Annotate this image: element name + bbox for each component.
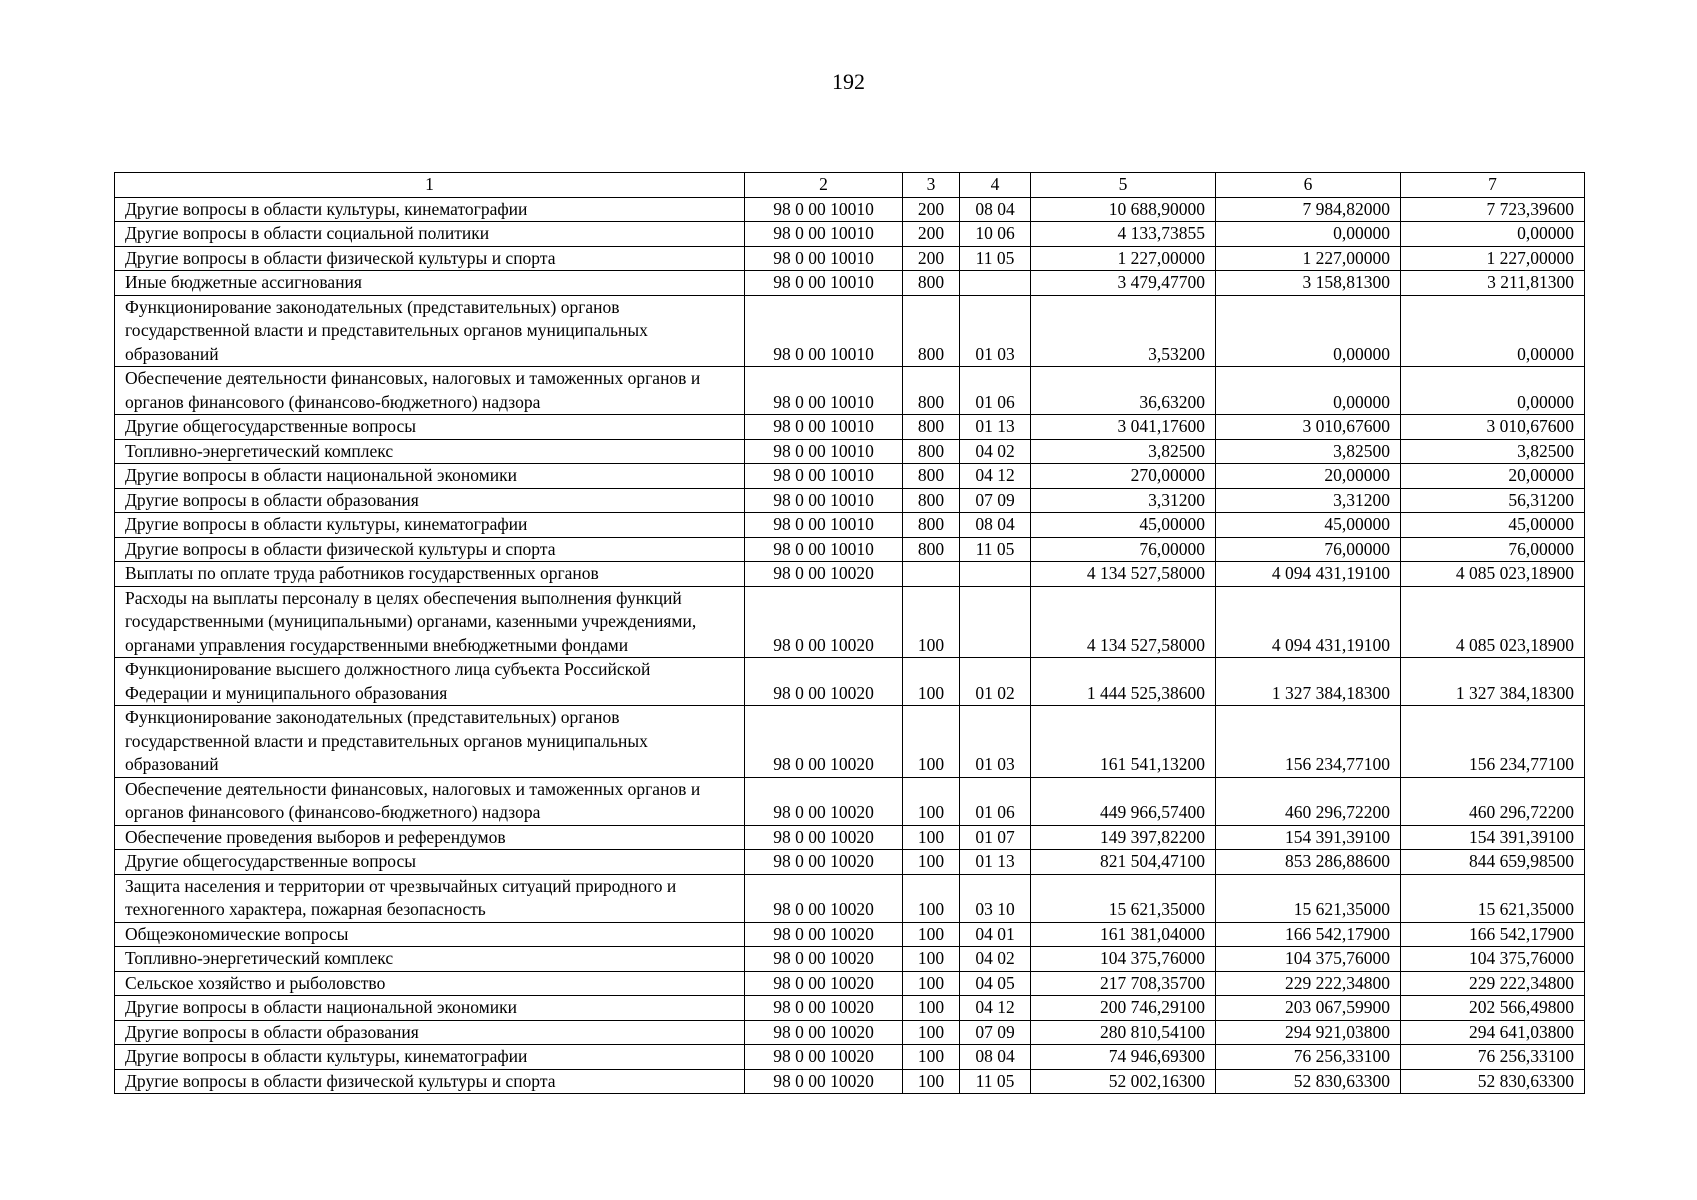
row-section-cell: 11 05 bbox=[960, 537, 1031, 562]
row-section-cell bbox=[960, 562, 1031, 587]
row-amount-5-cell: 4 134 527,58000 bbox=[1031, 562, 1216, 587]
row-amount-5-cell: 36,63200 bbox=[1031, 367, 1216, 415]
row-amount-6-cell: 460 296,72200 bbox=[1216, 777, 1401, 825]
row-amount-6-cell: 20,00000 bbox=[1216, 464, 1401, 489]
row-amount-5-cell: 821 504,47100 bbox=[1031, 850, 1216, 875]
row-expense-type-cell: 200 bbox=[903, 246, 960, 271]
row-amount-6-cell: 853 286,88600 bbox=[1216, 850, 1401, 875]
row-name-cell: Другие общегосударственные вопросы bbox=[115, 415, 745, 440]
row-code-cell: 98 0 00 10020 bbox=[745, 1069, 903, 1094]
row-expense-type-cell: 800 bbox=[903, 439, 960, 464]
row-section-cell: 01 02 bbox=[960, 658, 1031, 706]
row-name-cell: Другие вопросы в области социальной политики bbox=[115, 222, 745, 247]
row-section-cell bbox=[960, 586, 1031, 658]
row-amount-5-cell: 76,00000 bbox=[1031, 537, 1216, 562]
row-section-cell: 04 12 bbox=[960, 464, 1031, 489]
row-amount-7-cell: 460 296,72200 bbox=[1401, 777, 1585, 825]
table-row bbox=[115, 295, 1585, 367]
row-expense-type-cell: 100 bbox=[903, 971, 960, 996]
column-header-5: 5 bbox=[1031, 173, 1216, 198]
row-expense-type-cell bbox=[903, 562, 960, 587]
row-section-cell: 08 04 bbox=[960, 513, 1031, 538]
row-expense-type-cell: 800 bbox=[903, 537, 960, 562]
row-amount-6-cell: 3,31200 bbox=[1216, 488, 1401, 513]
row-expense-type-cell: 800 bbox=[903, 513, 960, 538]
row-amount-5-cell: 52 002,16300 bbox=[1031, 1069, 1216, 1094]
row-amount-7-cell: 15 621,35000 bbox=[1401, 874, 1585, 922]
row-amount-6-cell: 76,00000 bbox=[1216, 537, 1401, 562]
row-amount-6-cell: 1 227,00000 bbox=[1216, 246, 1401, 271]
row-section-cell: 01 13 bbox=[960, 415, 1031, 440]
row-amount-5-cell: 3,82500 bbox=[1031, 439, 1216, 464]
row-amount-7-cell: 76 256,33100 bbox=[1401, 1045, 1585, 1070]
row-section-cell: 07 09 bbox=[960, 1020, 1031, 1045]
row-amount-6-cell: 203 067,59900 bbox=[1216, 996, 1401, 1021]
row-name-cell: Иные бюджетные ассигнования bbox=[115, 271, 745, 296]
table-row bbox=[115, 367, 1585, 415]
row-amount-6-cell: 156 234,77100 bbox=[1216, 706, 1401, 778]
table-row bbox=[115, 1020, 1585, 1045]
table-row bbox=[115, 947, 1585, 972]
row-expense-type-cell: 100 bbox=[903, 874, 960, 922]
row-name-cell: Обеспечение деятельности финансовых, налоговых и таможенных органов и органов финансового (финансово-бюджетного) надзора bbox=[115, 367, 745, 415]
row-amount-7-cell: 4 085 023,18900 bbox=[1401, 586, 1585, 658]
row-expense-type-cell: 100 bbox=[903, 947, 960, 972]
row-amount-6-cell: 0,00000 bbox=[1216, 295, 1401, 367]
row-amount-5-cell: 104 375,76000 bbox=[1031, 947, 1216, 972]
row-section-cell: 04 12 bbox=[960, 996, 1031, 1021]
row-amount-5-cell: 280 810,54100 bbox=[1031, 1020, 1216, 1045]
row-code-cell: 98 0 00 10010 bbox=[745, 439, 903, 464]
row-amount-7-cell: 3 010,67600 bbox=[1401, 415, 1585, 440]
row-section-cell: 08 04 bbox=[960, 1045, 1031, 1070]
row-amount-5-cell: 3,31200 bbox=[1031, 488, 1216, 513]
row-amount-5-cell: 217 708,35700 bbox=[1031, 971, 1216, 996]
header-row bbox=[115, 173, 1585, 198]
row-amount-7-cell: 52 830,63300 bbox=[1401, 1069, 1585, 1094]
row-amount-5-cell: 270,00000 bbox=[1031, 464, 1216, 489]
row-section-cell: 04 02 bbox=[960, 439, 1031, 464]
row-amount-6-cell: 104 375,76000 bbox=[1216, 947, 1401, 972]
row-code-cell: 98 0 00 10020 bbox=[745, 996, 903, 1021]
row-amount-7-cell: 0,00000 bbox=[1401, 367, 1585, 415]
page-number: 192 bbox=[832, 69, 865, 94]
column-header-6: 6 bbox=[1216, 173, 1401, 198]
table-row bbox=[115, 537, 1585, 562]
column-header-3: 3 bbox=[903, 173, 960, 198]
table-row bbox=[115, 246, 1585, 271]
table-row bbox=[115, 415, 1585, 440]
row-amount-6-cell: 229 222,34800 bbox=[1216, 971, 1401, 996]
row-code-cell: 98 0 00 10020 bbox=[745, 562, 903, 587]
row-amount-5-cell: 3 041,17600 bbox=[1031, 415, 1216, 440]
row-amount-7-cell: 76,00000 bbox=[1401, 537, 1585, 562]
row-amount-5-cell: 200 746,29100 bbox=[1031, 996, 1216, 1021]
row-amount-7-cell: 229 222,34800 bbox=[1401, 971, 1585, 996]
row-code-cell: 98 0 00 10010 bbox=[745, 246, 903, 271]
row-amount-7-cell: 20,00000 bbox=[1401, 464, 1585, 489]
table-row bbox=[115, 562, 1585, 587]
row-section-cell: 04 01 bbox=[960, 922, 1031, 947]
row-amount-6-cell: 0,00000 bbox=[1216, 222, 1401, 247]
row-section-cell: 03 10 bbox=[960, 874, 1031, 922]
row-name-cell: Другие общегосударственные вопросы bbox=[115, 850, 745, 875]
row-expense-type-cell: 100 bbox=[903, 1069, 960, 1094]
row-expense-type-cell: 200 bbox=[903, 222, 960, 247]
row-section-cell: 08 04 bbox=[960, 197, 1031, 222]
row-code-cell: 98 0 00 10020 bbox=[745, 825, 903, 850]
row-name-cell: Другие вопросы в области образования bbox=[115, 488, 745, 513]
column-header-2: 2 bbox=[745, 173, 903, 198]
row-expense-type-cell: 200 bbox=[903, 197, 960, 222]
row-amount-6-cell: 154 391,39100 bbox=[1216, 825, 1401, 850]
row-amount-5-cell: 10 688,90000 bbox=[1031, 197, 1216, 222]
row-expense-type-cell: 800 bbox=[903, 271, 960, 296]
row-name-cell: Другие вопросы в области образования bbox=[115, 1020, 745, 1045]
row-amount-7-cell: 166 542,17900 bbox=[1401, 922, 1585, 947]
row-name-cell: Функционирование законодательных (представительных) органов государственной власти и представительных органов муниципальных образований bbox=[115, 295, 745, 367]
table-row bbox=[115, 488, 1585, 513]
row-code-cell: 98 0 00 10010 bbox=[745, 415, 903, 440]
row-name-cell: Функционирование высшего должностного лица субъекта Российской Федерации и муниципального образования bbox=[115, 658, 745, 706]
row-amount-7-cell: 202 566,49800 bbox=[1401, 996, 1585, 1021]
row-name-cell: Другие вопросы в области национальной экономики bbox=[115, 464, 745, 489]
row-amount-5-cell: 149 397,82200 bbox=[1031, 825, 1216, 850]
row-amount-5-cell: 449 966,57400 bbox=[1031, 777, 1216, 825]
row-amount-6-cell: 3 010,67600 bbox=[1216, 415, 1401, 440]
row-amount-6-cell: 1 327 384,18300 bbox=[1216, 658, 1401, 706]
table-row bbox=[115, 658, 1585, 706]
row-section-cell: 01 13 bbox=[960, 850, 1031, 875]
table-row bbox=[115, 439, 1585, 464]
row-code-cell: 98 0 00 10020 bbox=[745, 922, 903, 947]
row-name-cell: Топливно-энергетический комплекс bbox=[115, 947, 745, 972]
row-code-cell: 98 0 00 10020 bbox=[745, 874, 903, 922]
row-section-cell: 01 06 bbox=[960, 367, 1031, 415]
row-amount-6-cell: 45,00000 bbox=[1216, 513, 1401, 538]
row-amount-5-cell: 1 444 525,38600 bbox=[1031, 658, 1216, 706]
row-name-cell: Функционирование законодательных (представительных) органов государственной власти и представительных органов муниципальных образований bbox=[115, 706, 745, 778]
row-amount-5-cell: 15 621,35000 bbox=[1031, 874, 1216, 922]
row-code-cell: 98 0 00 10020 bbox=[745, 777, 903, 825]
row-name-cell: Обеспечение проведения выборов и референдумов bbox=[115, 825, 745, 850]
row-amount-6-cell: 15 621,35000 bbox=[1216, 874, 1401, 922]
row-amount-7-cell: 156 234,77100 bbox=[1401, 706, 1585, 778]
row-amount-7-cell: 45,00000 bbox=[1401, 513, 1585, 538]
row-amount-5-cell: 1 227,00000 bbox=[1031, 246, 1216, 271]
table-row bbox=[115, 222, 1585, 247]
row-code-cell: 98 0 00 10010 bbox=[745, 464, 903, 489]
budget-table bbox=[114, 172, 1585, 1094]
row-expense-type-cell: 100 bbox=[903, 850, 960, 875]
row-amount-6-cell: 76 256,33100 bbox=[1216, 1045, 1401, 1070]
row-section-cell: 01 07 bbox=[960, 825, 1031, 850]
row-code-cell: 98 0 00 10010 bbox=[745, 197, 903, 222]
row-expense-type-cell: 100 bbox=[903, 996, 960, 1021]
row-expense-type-cell: 100 bbox=[903, 586, 960, 658]
row-amount-7-cell: 154 391,39100 bbox=[1401, 825, 1585, 850]
table-row bbox=[115, 874, 1585, 922]
row-amount-7-cell: 0,00000 bbox=[1401, 222, 1585, 247]
row-amount-7-cell: 7 723,39600 bbox=[1401, 197, 1585, 222]
row-section-cell: 07 09 bbox=[960, 488, 1031, 513]
row-amount-6-cell: 3 158,81300 bbox=[1216, 271, 1401, 296]
row-amount-7-cell: 56,31200 bbox=[1401, 488, 1585, 513]
row-expense-type-cell: 800 bbox=[903, 367, 960, 415]
row-amount-5-cell: 4 134 527,58000 bbox=[1031, 586, 1216, 658]
row-name-cell: Другие вопросы в области культуры, кинематографии bbox=[115, 513, 745, 538]
row-amount-5-cell: 161 541,13200 bbox=[1031, 706, 1216, 778]
row-amount-7-cell: 1 227,00000 bbox=[1401, 246, 1585, 271]
row-name-cell: Топливно-энергетический комплекс bbox=[115, 439, 745, 464]
row-code-cell: 98 0 00 10020 bbox=[745, 971, 903, 996]
column-header-7: 7 bbox=[1401, 173, 1585, 198]
row-code-cell: 98 0 00 10010 bbox=[745, 222, 903, 247]
row-amount-5-cell: 74 946,69300 bbox=[1031, 1045, 1216, 1070]
row-amount-7-cell: 294 641,03800 bbox=[1401, 1020, 1585, 1045]
row-amount-6-cell: 3,82500 bbox=[1216, 439, 1401, 464]
row-section-cell: 11 05 bbox=[960, 246, 1031, 271]
row-section-cell: 01 03 bbox=[960, 295, 1031, 367]
row-code-cell: 98 0 00 10010 bbox=[745, 271, 903, 296]
table-row bbox=[115, 586, 1585, 658]
row-code-cell: 98 0 00 10020 bbox=[745, 658, 903, 706]
table-row bbox=[115, 971, 1585, 996]
row-expense-type-cell: 800 bbox=[903, 415, 960, 440]
row-amount-7-cell: 0,00000 bbox=[1401, 295, 1585, 367]
row-expense-type-cell: 800 bbox=[903, 464, 960, 489]
row-section-cell: 11 05 bbox=[960, 1069, 1031, 1094]
table-row bbox=[115, 513, 1585, 538]
row-name-cell: Другие вопросы в области физической культуры и спорта bbox=[115, 1069, 745, 1094]
row-amount-5-cell: 3 479,47700 bbox=[1031, 271, 1216, 296]
column-header-1: 1 bbox=[115, 173, 745, 198]
row-code-cell: 98 0 00 10020 bbox=[745, 1020, 903, 1045]
row-expense-type-cell: 800 bbox=[903, 488, 960, 513]
row-section-cell: 01 06 bbox=[960, 777, 1031, 825]
table-row bbox=[115, 464, 1585, 489]
row-code-cell: 98 0 00 10020 bbox=[745, 706, 903, 778]
row-expense-type-cell: 100 bbox=[903, 658, 960, 706]
row-name-cell: Выплаты по оплате труда работников государственных органов bbox=[115, 562, 745, 587]
row-code-cell: 98 0 00 10020 bbox=[745, 947, 903, 972]
row-name-cell: Другие вопросы в области культуры, кинематографии bbox=[115, 1045, 745, 1070]
table-row bbox=[115, 271, 1585, 296]
row-name-cell: Сельское хозяйство и рыболовство bbox=[115, 971, 745, 996]
row-name-cell: Обеспечение деятельности финансовых, налоговых и таможенных органов и органов финансового (финансово-бюджетного) надзора bbox=[115, 777, 745, 825]
row-amount-5-cell: 45,00000 bbox=[1031, 513, 1216, 538]
row-section-cell: 10 06 bbox=[960, 222, 1031, 247]
table-row bbox=[115, 825, 1585, 850]
row-expense-type-cell: 100 bbox=[903, 777, 960, 825]
row-section-cell: 04 02 bbox=[960, 947, 1031, 972]
row-amount-5-cell: 3,53200 bbox=[1031, 295, 1216, 367]
table-row bbox=[115, 706, 1585, 778]
row-amount-7-cell: 3,82500 bbox=[1401, 439, 1585, 464]
table-row bbox=[115, 1069, 1585, 1094]
row-code-cell: 98 0 00 10010 bbox=[745, 488, 903, 513]
row-section-cell bbox=[960, 271, 1031, 296]
row-section-cell: 04 05 bbox=[960, 971, 1031, 996]
row-amount-6-cell: 294 921,03800 bbox=[1216, 1020, 1401, 1045]
row-amount-6-cell: 52 830,63300 bbox=[1216, 1069, 1401, 1094]
row-name-cell: Расходы на выплаты персоналу в целях обеспечения выполнения функций государственными (муниципальными) органами, казенными учреждениями, органами управления государственными внебюджетными фондами bbox=[115, 586, 745, 658]
row-expense-type-cell: 100 bbox=[903, 825, 960, 850]
row-code-cell: 98 0 00 10010 bbox=[745, 295, 903, 367]
row-amount-7-cell: 4 085 023,18900 bbox=[1401, 562, 1585, 587]
row-code-cell: 98 0 00 10020 bbox=[745, 850, 903, 875]
row-code-cell: 98 0 00 10010 bbox=[745, 513, 903, 538]
row-amount-6-cell: 4 094 431,19100 bbox=[1216, 586, 1401, 658]
row-amount-5-cell: 161 381,04000 bbox=[1031, 922, 1216, 947]
table-row bbox=[115, 777, 1585, 825]
row-amount-7-cell: 3 211,81300 bbox=[1401, 271, 1585, 296]
table-row bbox=[115, 996, 1585, 1021]
row-section-cell: 01 03 bbox=[960, 706, 1031, 778]
column-header-4: 4 bbox=[960, 173, 1031, 198]
row-amount-7-cell: 1 327 384,18300 bbox=[1401, 658, 1585, 706]
row-amount-6-cell: 7 984,82000 bbox=[1216, 197, 1401, 222]
row-amount-7-cell: 104 375,76000 bbox=[1401, 947, 1585, 972]
row-code-cell: 98 0 00 10010 bbox=[745, 537, 903, 562]
row-name-cell: Защита населения и территории от чрезвычайных ситуаций природного и техногенного характера, пожарная безопасность bbox=[115, 874, 745, 922]
row-code-cell: 98 0 00 10020 bbox=[745, 586, 903, 658]
row-expense-type-cell: 800 bbox=[903, 295, 960, 367]
row-name-cell: Другие вопросы в области физической культуры и спорта bbox=[115, 537, 745, 562]
row-expense-type-cell: 100 bbox=[903, 706, 960, 778]
row-amount-7-cell: 844 659,98500 bbox=[1401, 850, 1585, 875]
row-amount-6-cell: 0,00000 bbox=[1216, 367, 1401, 415]
row-name-cell: Другие вопросы в области физической культуры и спорта bbox=[115, 246, 745, 271]
row-name-cell: Общеэкономические вопросы bbox=[115, 922, 745, 947]
row-code-cell: 98 0 00 10020 bbox=[745, 1045, 903, 1070]
row-expense-type-cell: 100 bbox=[903, 1020, 960, 1045]
row-expense-type-cell: 100 bbox=[903, 1045, 960, 1070]
table-row bbox=[115, 922, 1585, 947]
row-name-cell: Другие вопросы в области национальной экономики bbox=[115, 996, 745, 1021]
row-expense-type-cell: 100 bbox=[903, 922, 960, 947]
table-row bbox=[115, 197, 1585, 222]
table-row bbox=[115, 1045, 1585, 1070]
row-amount-5-cell: 4 133,73855 bbox=[1031, 222, 1216, 247]
row-amount-6-cell: 166 542,17900 bbox=[1216, 922, 1401, 947]
row-name-cell: Другие вопросы в области культуры, кинематографии bbox=[115, 197, 745, 222]
table-row bbox=[115, 850, 1585, 875]
row-amount-6-cell: 4 094 431,19100 bbox=[1216, 562, 1401, 587]
table-header bbox=[115, 173, 1585, 198]
table-body bbox=[115, 197, 1585, 1094]
row-code-cell: 98 0 00 10010 bbox=[745, 367, 903, 415]
